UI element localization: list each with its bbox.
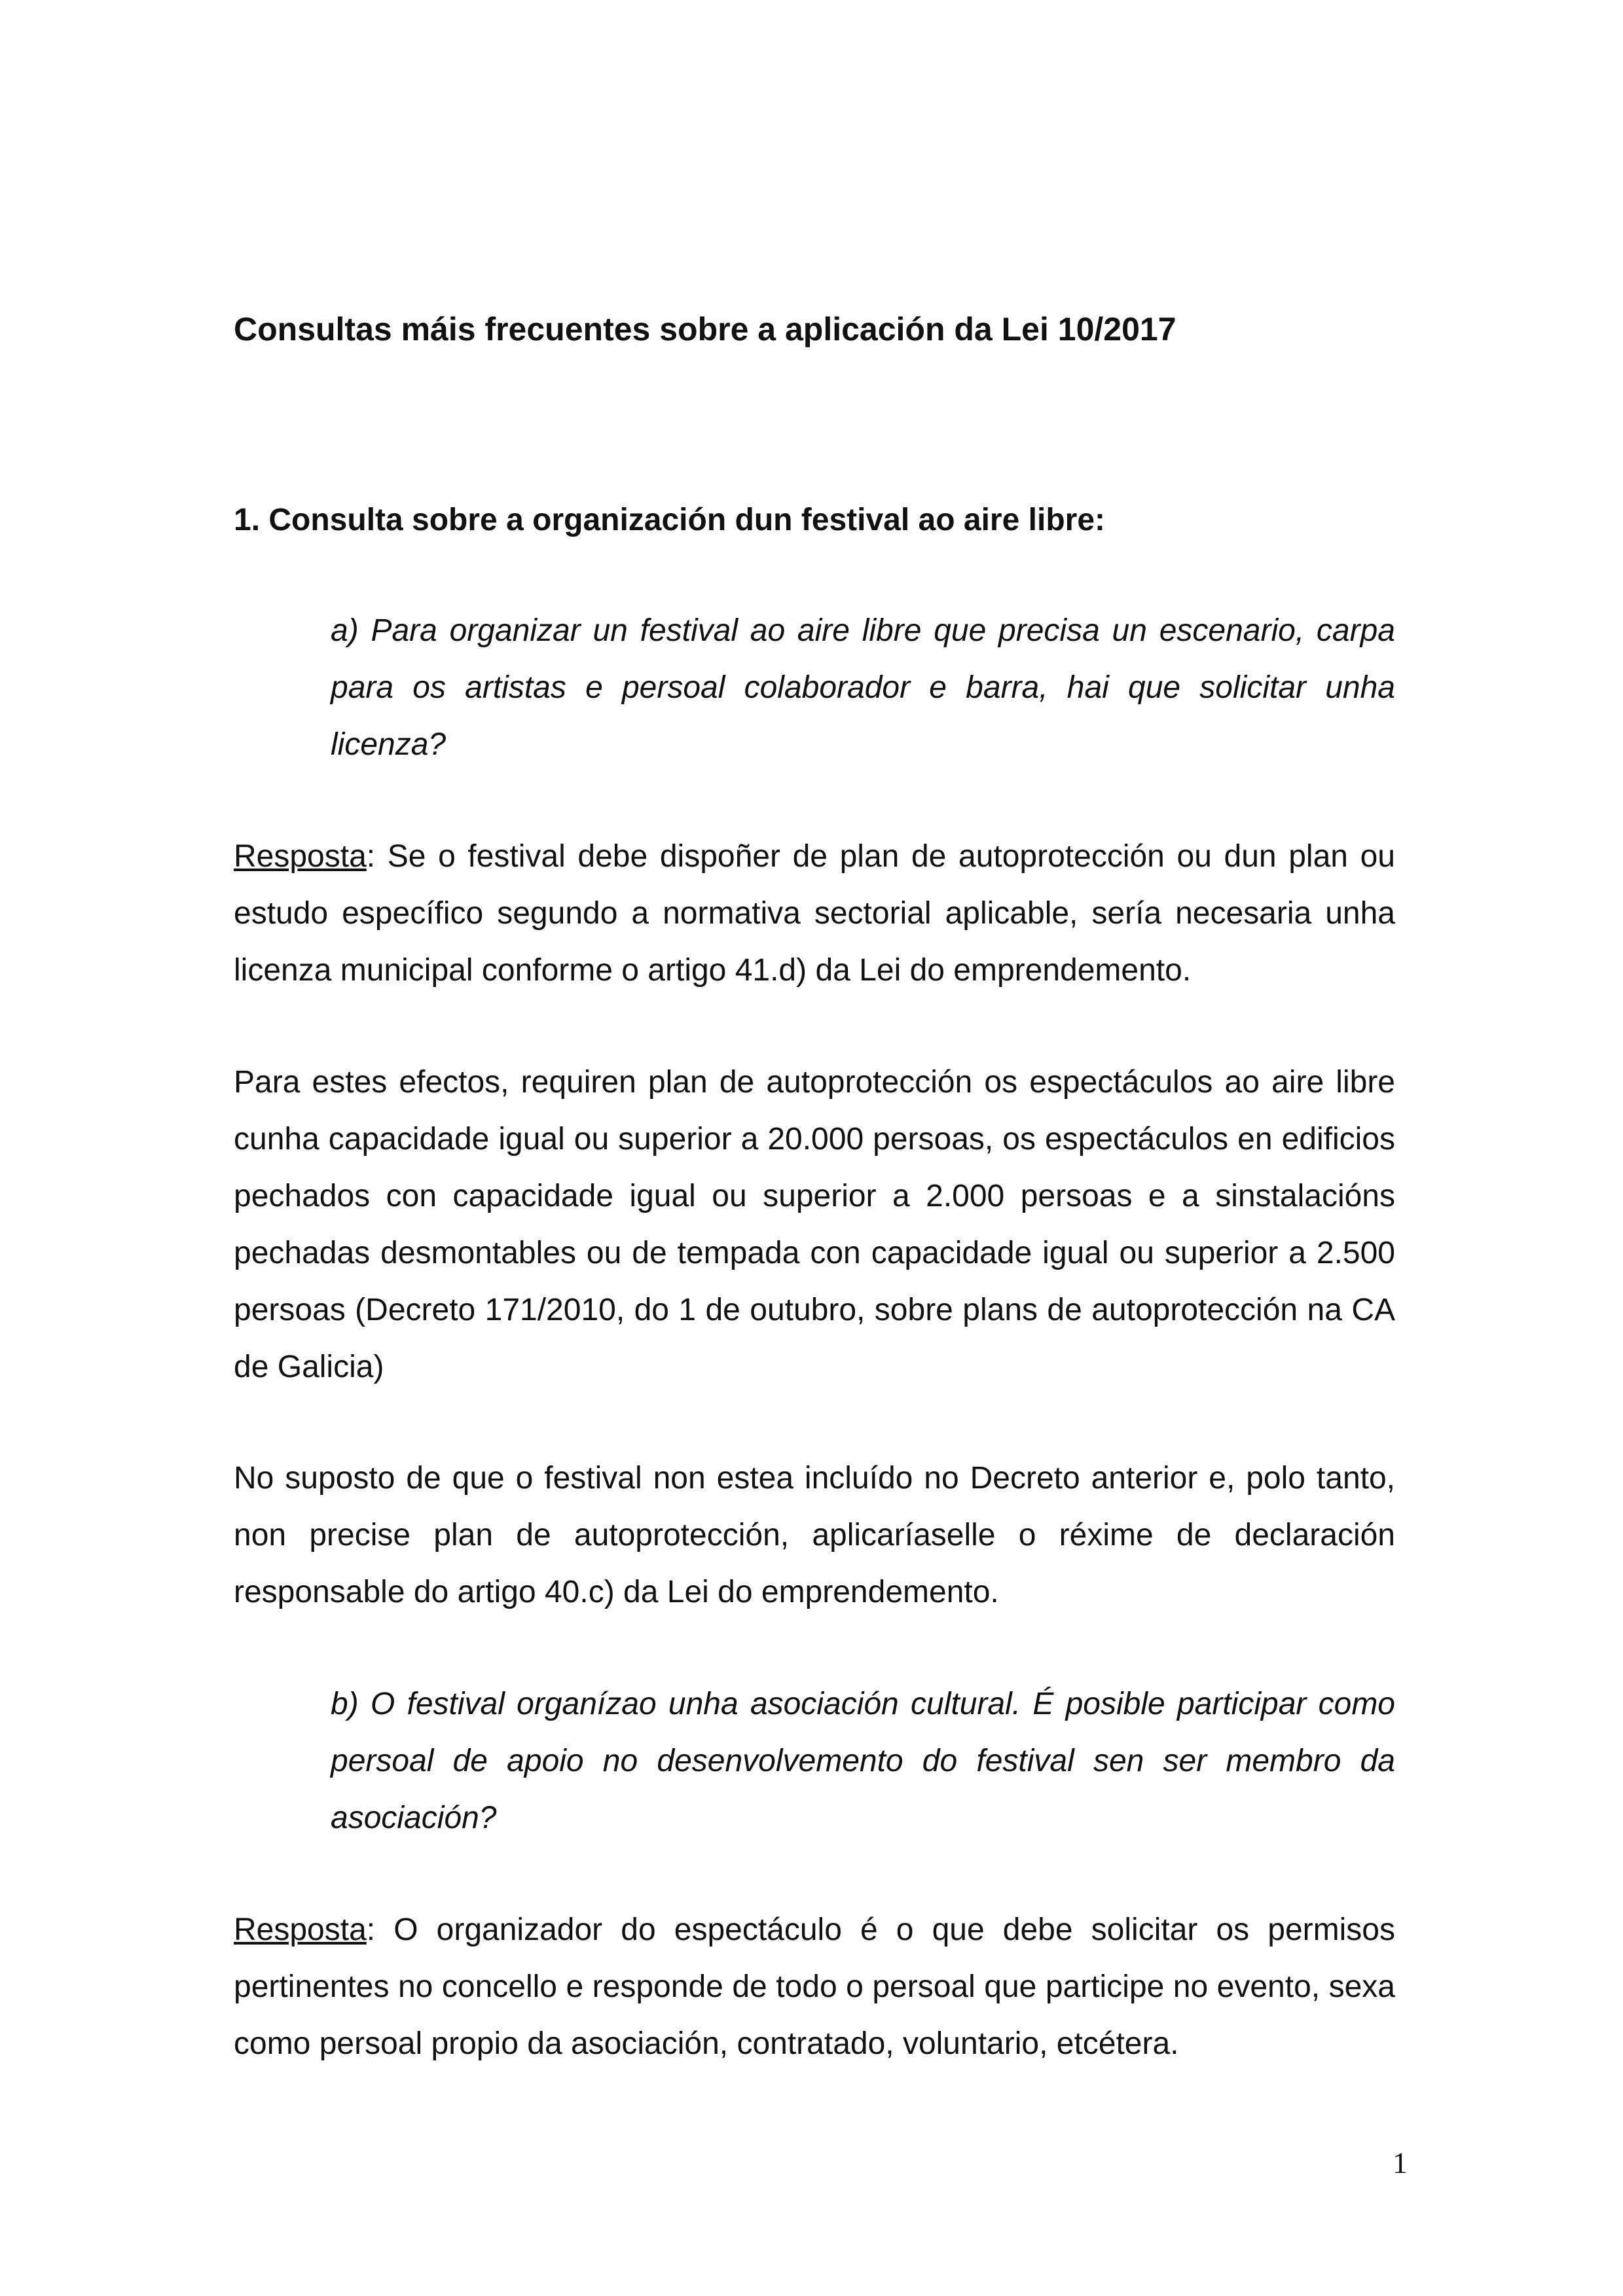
answer-b-label: Resposta: [234, 1912, 367, 1947]
section-heading: 1. Consulta sobre a organización dun festival ao aire libre:: [234, 503, 1105, 537]
question-b: b) O festival organízao unha asociación cultural. É posible participar como persoal de apoio no desenvolvemento do festival sen ser membro da asociación?: [331, 1687, 1395, 1835]
paragraph-autoproteccion: Para estes efectos, requiren plan de autoprotección os espectáculos ao aire libre cunha capacidade igual ou superior a 20.000 persoas, os espectáculos en edificios pechados con capacidade igual ou superior a 2.000 persoas e a sinstalacións pechadas desmontables ou de tempada con capacidade igual ou superior a 2.500 persoas (Decreto 171/2010, do 1 de outubro, sobre plans de autoprotección na CA de Galicia): [234, 1065, 1395, 1384]
answer-a-label: Resposta: [234, 839, 367, 874]
answer-b: [234, 1901, 1395, 2072]
document-title: Consultas máis frecuentes sobre a aplicación da Lei 10/2017: [234, 311, 1176, 348]
question-a: a) Para organizar un festival ao aire libre que precisa un escenario, carpa para os artistas e persoal colaborador e barra, hai que solicitar unha licenza?: [331, 613, 1395, 762]
answer-a-text: : Se o festival debe dispoñer de plan de autoprotección ou dun plan ou estudo específico segundo a normativa sectorial aplicable, sería necesaria unha licenza municipal conforme o artigo 41.d) da Lei do emprendemento.: [234, 839, 1395, 988]
page-number: 1: [1393, 2146, 1408, 2179]
paragraph-declaracion-responsable: No suposto de que o festival non estea incluído no Decreto anterior e, polo tanto, non precise plan de autoprotección, aplicaríaselle o réxime de declaración responsable do artigo 40.c) da Lei do emprendemento.: [234, 1461, 1395, 1609]
answer-b-text: : O organizador do espectáculo é o que debe solicitar os permisos pertinentes no concello e responde de todo o persoal que participe no evento, sexa como persoal propio da asociación, contratado, voluntario, etcétera.: [234, 1912, 1395, 2061]
answer-a: [234, 828, 1395, 999]
